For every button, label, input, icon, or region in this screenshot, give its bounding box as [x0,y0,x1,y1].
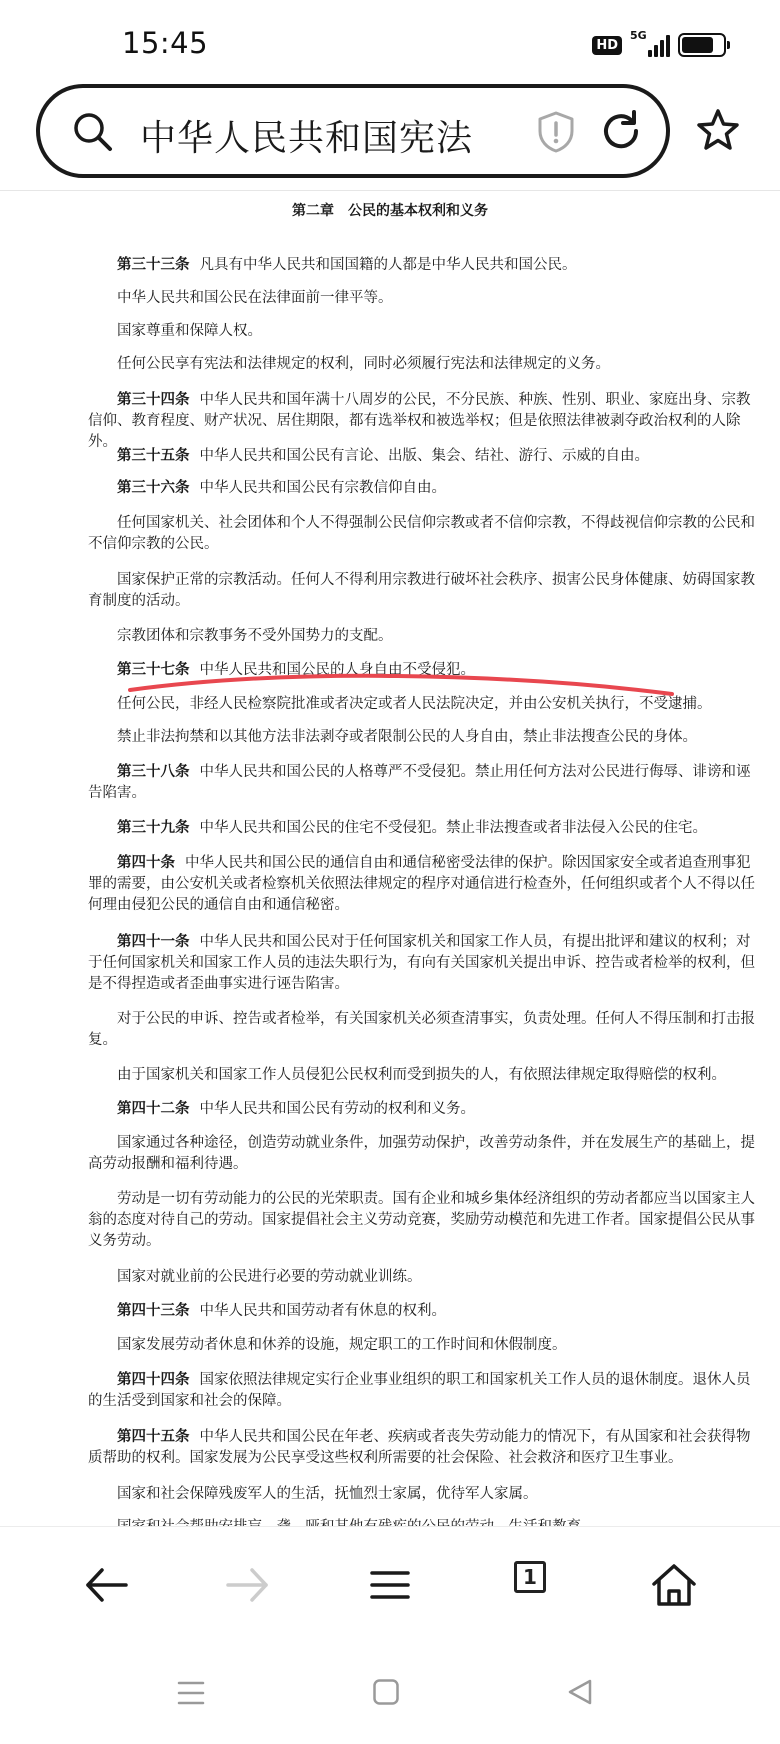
article-paragraph [88,321,760,342]
status-icons [592,29,726,58]
paragraph-text: 国家通过各种途径，创造劳动就业条件，加强劳动保护，改善劳动条件，并在发展生产的基础上，提高劳动报酬和福利待遇。 [88,1135,755,1172]
tabs-icon[interactable]: 1 [514,1561,546,1593]
document-content [0,196,780,1524]
paragraph-text: 中华人民共和国公民在年老、疾病或者丧失劳动能力的情况下，有从国家和社会获得物质帮助的权利。国家发展为公民享受这些权利所需要的社会保险、社会救济和医疗卫生事业。 [88,1429,751,1466]
star-icon[interactable] [694,106,742,154]
system-nav-bar [0,1636,780,1744]
article-number: 第三十九条 [117,820,190,836]
article-paragraph [88,354,760,375]
article-paragraph [88,1189,760,1252]
article-paragraph [88,513,760,555]
home-icon[interactable] [646,1557,702,1613]
article-paragraph [88,1335,760,1356]
article-paragraph [88,446,760,467]
article-number: 第四十条 [117,855,175,871]
paragraph-text: 凡具有中华人民共和国国籍的人都是中华人民共和国公民。 [199,257,577,273]
header-divider [0,190,780,191]
shield-icon[interactable] [536,110,576,154]
paragraph-text: 任何国家机关、社会团体和个人不得强制公民信仰宗教或者不信仰宗教，不得歧视信仰宗教的公民和不信仰宗教的公民。 [88,515,755,552]
paragraph-text: 国家依照法律规定实行企业事业组织的职工和国家机关工作人员的退休制度。退休人员的生活受到国家和社会的保障。 [88,1372,751,1409]
paragraph-text: 中华人民共和国劳动者有休息的权利。 [199,1303,446,1319]
article-paragraph [88,626,760,647]
article-number: 第三十六条 [117,480,190,496]
article-paragraph [88,255,760,276]
paragraph-text: 中华人民共和国公民有宗教信仰自由。 [199,480,446,496]
paragraph-text: 国家对就业前的公民进行必要的劳动就业训练。 [117,1269,422,1285]
article-paragraph [88,727,760,748]
recent-apps-icon[interactable] [176,1678,206,1708]
paragraph-text: 中华人民共和国公民的人格尊严不受侵犯。禁止用任何方法对公民进行侮辱、诽谤和诬告陷害。 [88,764,751,801]
reload-icon[interactable] [598,108,644,154]
paragraph-text: 任何公民享有宪法和法律规定的权利，同时必须履行宪法和法律规定的义务。 [117,356,610,372]
article-paragraph [88,1099,760,1120]
highlight-stroke [128,670,674,700]
article-number: 第四十二条 [117,1101,190,1117]
paragraph-text: 任何公民，非经人民检察院批准或者决定或者人民法院决定，并由公安机关执行，不受逮捕。 [117,696,712,712]
article-paragraph [88,390,760,453]
clock: 15:45 [122,26,209,60]
paragraph-text: 中华人民共和国公民有言论、出版、集会、结社、游行、示威的自由。 [199,448,649,464]
article-paragraph [88,932,760,995]
article-paragraph [88,1427,760,1469]
paragraph-text: 对于公民的申诉、控告或者检举，有关国家机关必须查清事实，负责处理。任何人不得压制和打击报复。 [88,1011,755,1048]
search-query-text[interactable]: 中华人民共和国宪法 [140,118,474,159]
paragraph-text: 国家尊重和保障人权。 [117,323,262,339]
browser-bottom-nav [0,1526,780,1637]
paragraph-text: 劳动是一切有劳动能力的公民的光荣职责。国有企业和城乡集体经济组织的劳动者都应当以国家主人翁的态度对待自己的劳动。国家提倡社会主义劳动竞赛，奖励劳动模范和先进工作者。国家提倡公民从事义务劳动。 [88,1191,755,1249]
article-number: 第三十四条 [117,392,190,408]
article-paragraph [88,1133,760,1175]
article-paragraph [88,1301,760,1322]
address-bar[interactable] [36,84,670,178]
menu-icon[interactable] [362,1557,418,1613]
article-number: 第三十八条 [117,764,190,780]
back-triangle-icon[interactable] [566,1678,594,1706]
paragraph-text: 禁止非法拘禁和以其他方法非法剥夺或者限制公民的人身自由，禁止非法搜查公民的身体。 [117,729,697,745]
hd-icon: HD [592,36,622,55]
paragraph-text: 中华人民共和国公民对于任何国家机关和国家工作人员，有提出批评和建议的权利；对于任何国家机关和国家工作人员的违法失职行为，有向有关国家机关提出申诉、控告或者检举的权利，但是不得捏造或者歪曲事实进行诬告陷害。 [88,934,755,992]
paragraph-text: 宗教团体和宗教事务不受外国势力的支配。 [117,628,393,644]
home-square-icon[interactable] [372,1678,400,1706]
article-number: 第三十三条 [117,257,190,273]
article-paragraph [88,1370,760,1412]
status-bar [0,0,780,80]
forward-icon[interactable] [220,1557,276,1613]
paragraph-text: 由于国家机关和国家工作人员侵犯公民权利而受到损失的人，有依照法律规定取得赔偿的权利。 [117,1067,726,1083]
paragraph-text: 中华人民共和国公民的通信自由和通信秘密受法律的保护。除因国家安全或者追查刑事犯罪的需要，由公安机关或者检察机关依照法律规定的程序对通信进行检查外，任何组织或者个人不得以任何理由侵犯公民的通信自由和通信秘密。 [88,855,755,913]
signal-5g-icon [630,29,670,57]
back-icon[interactable] [78,1557,134,1613]
article-number: 第四十四条 [117,1372,190,1388]
article-paragraph [88,1009,760,1051]
article-paragraph [88,853,760,916]
article-number: 第四十一条 [117,934,190,950]
paragraph-text: 中华人民共和国年满十八周岁的公民，不分民族、种族、性别、职业、家庭出身、宗教信仰、教育程度、财产状况、居住期限，都有选举权和被选举权；但是依照法律被剥夺政治权利的人除外。 [88,392,751,450]
article-number: 第三十七条 [117,662,190,678]
article-paragraph [88,478,760,499]
battery-icon [678,33,726,57]
paragraph-text: 中华人民共和国公民在法律面前一律平等。 [117,290,393,306]
article-number: 第三十五条 [117,448,190,464]
article-paragraph [88,818,760,839]
article-paragraph [88,762,760,804]
article-number: 第四十五条 [117,1429,190,1445]
article-paragraph [88,1267,760,1288]
search-icon[interactable] [72,111,114,153]
article-paragraph [88,1484,760,1505]
article-paragraph [88,288,760,309]
network-type: 5G [630,29,647,42]
article-number: 第四十三条 [117,1303,190,1319]
paragraph-text: 国家和社会保障残废军人的生活，抚恤烈士家属，优待军人家属。 [117,1486,538,1502]
paragraph-text: 中华人民共和国公民的住宅不受侵犯。禁止非法搜查或者非法侵入公民的住宅。 [199,820,707,836]
chapter-title: 第二章 公民的基本权利和义务 [292,203,488,219]
article-paragraph [88,1065,760,1086]
paragraph-text: 中华人民共和国公民的人身自由不受侵犯。 [199,662,475,678]
paragraph-text: 国家保护正常的宗教活动。任何人不得利用宗教进行破坏社会秩序、损害公民身体健康、妨碍国家教育制度的活动。 [88,572,755,609]
article-paragraph [88,570,760,612]
paragraph-text: 中华人民共和国公民有劳动的权利和义务。 [199,1101,475,1117]
paragraph-text: 国家发展劳动者休息和休养的设施，规定职工的工作时间和休假制度。 [117,1337,567,1353]
